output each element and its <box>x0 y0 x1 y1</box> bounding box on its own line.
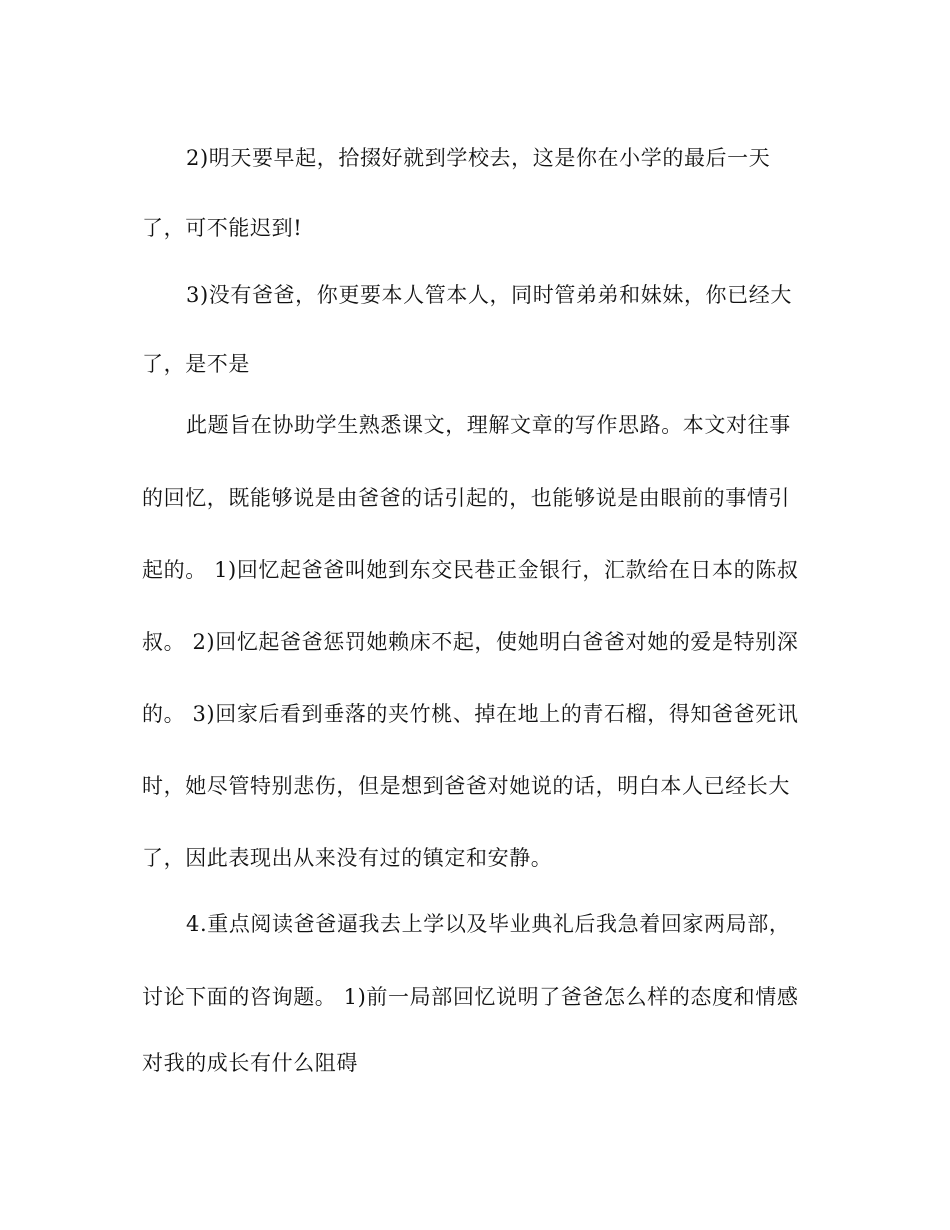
text-line: 的。 3)回家后看到垂落的夹竹桃、掉在地上的青石榴，得知爸爸死讯 <box>142 702 799 726</box>
text-line: 的回忆，既能够说是由爸爸的话引起的，也能够说是由眼前的事情引 <box>142 486 790 510</box>
text-line: 2)明天要早起，拾掇好就到学校去，这是你在小学的最后一天 <box>186 146 771 170</box>
text-line: 叔。 2)回忆起爸爸惩罚她赖床不起，使她明白爸爸对她的爱是特别深 <box>142 630 799 654</box>
text-line: 此题旨在协助学生熟悉课文，理解文章的写作思路。本文对往事 <box>186 413 791 437</box>
text-line: 讨论下面的咨询题。 1)前一局部回忆说明了爸爸怎么样的态度和情感 <box>142 985 799 1009</box>
text-line: 了，因此表现出从来没有过的镇定和安静。 <box>142 846 553 870</box>
text-line: 起的。 1)回忆起爸爸叫她到东交民巷正金银行，汇款给在日本的陈叔 <box>142 558 799 582</box>
text-line: 4.重点阅读爸爸逼我去上学以及毕业典礼后我急着回家两局部， <box>186 912 791 936</box>
text-line: 3)没有爸爸，你更要本人管本人，同时管弟弟和妹妹，你已经大 <box>186 283 792 307</box>
text-line: 了，可不能迟到! <box>142 216 303 240</box>
text-line: 了，是不是 <box>142 352 250 376</box>
text-line: 时，她尽管特别悲伤，但是想到爸爸对她说的话，明白本人已经长大 <box>142 774 790 798</box>
text-line: 对我的成长有什么阻碍 <box>142 1051 358 1075</box>
